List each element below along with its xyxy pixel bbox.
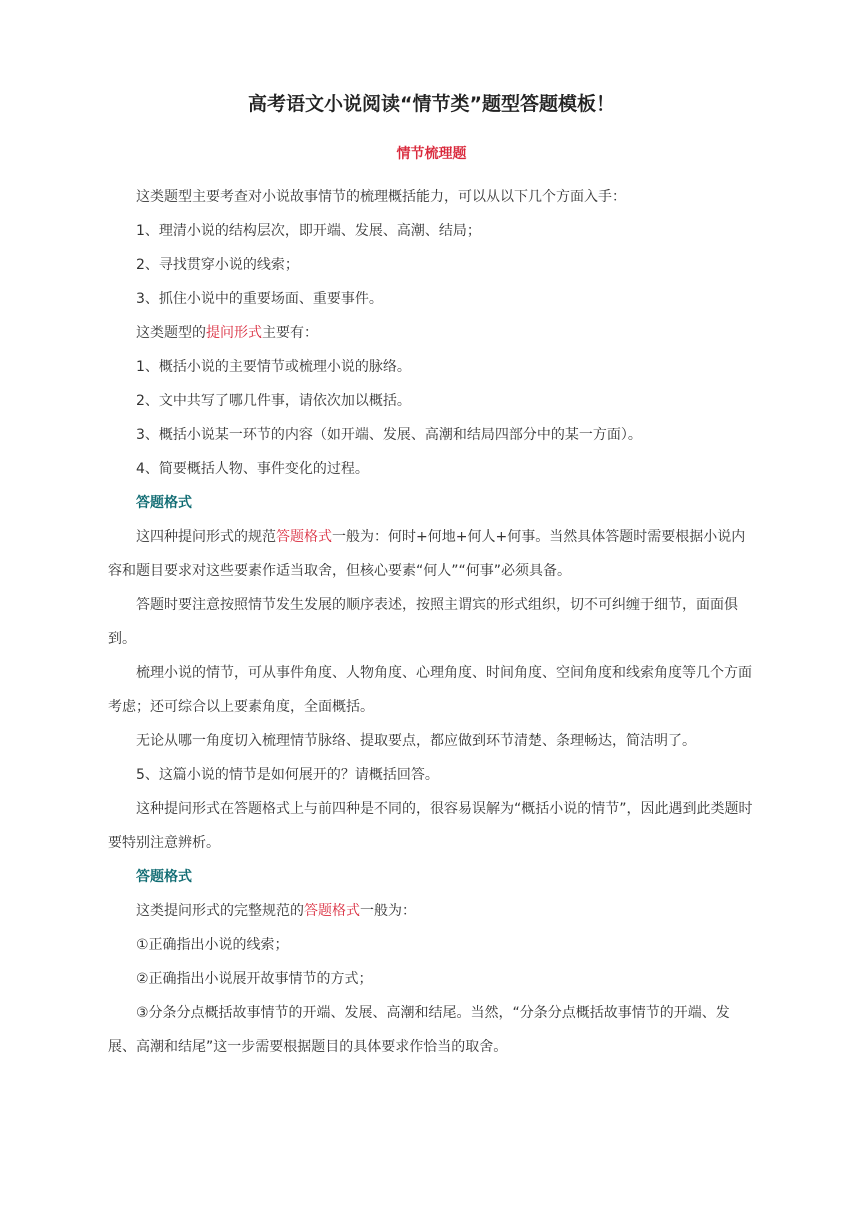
- answer1-pre: 这四种提问形式的规范: [136, 529, 276, 545]
- question-forms-highlight: 提问形式: [206, 325, 262, 341]
- answer-format-heading-1: 答题格式: [136, 495, 192, 511]
- aspect-item-1: 1、理清小说的结构层次，即开端、发展、高潮、结局；: [136, 223, 481, 239]
- answer2-item-1: ①正确指出小说的线索；: [136, 937, 289, 953]
- answer1-post: 一般为：何时+何地+何人+何事。当然具体答题时需要根据小说内容和题目要求对这些要素作适当取舍，但核心要素“何人”“何事”必须具备。: [108, 529, 746, 579]
- question-form-item-2: 2、文中共写了哪几件事，请依次加以概括。: [136, 393, 411, 409]
- section-title: 情节梳理题: [396, 146, 467, 162]
- answer2-item-3: ③分条分点概括故事情节的开端、发展、高潮和结尾。当然，“分条分点概括故事情节的开端、发展、高潮和结尾”这一步需要根据题目的具体要求作恰当的取舍。: [108, 1005, 730, 1055]
- answer-format-paragraph-1: [108, 520, 755, 588]
- answer2-item-2: ②正确指出小说展开故事情节的方式；: [136, 971, 373, 987]
- answer2-pre: 这类提问形式的完整规范的: [136, 903, 304, 919]
- question-form-item-3: 3、概括小说某一环节的内容（如开端、发展、高潮和结局四部分中的某一方面）。: [136, 427, 642, 443]
- answer-format-paragraph-5: [108, 894, 755, 928]
- answer2-post: 一般为：: [360, 903, 416, 919]
- document-title: 高考语文小说阅读“情节类”题型答题模板！: [248, 93, 615, 115]
- answer-format-paragraph-2: 答题时要注意按照情节发生发展的顺序表述，按照主谓宾的形式组织，切不可纠缠于细节，面面俱到。: [108, 597, 738, 647]
- intro-paragraph: 这类题型主要考查对小说故事情节的梳理概括能力，可以从以下几个方面入手：: [136, 189, 626, 205]
- question-forms-paragraph: [108, 316, 755, 350]
- answer-format-paragraph-4: 无论从哪一角度切入梳理情节脉络、提取要点，都应做到环节清楚、条理畅达，简洁明了。: [136, 733, 696, 749]
- answer-format-paragraph-3: 梳理小说的情节，可从事件角度、人物角度、心理角度、时间角度、空间角度和线索角度等几个方面考虑；还可综合以上要素角度，全面概括。: [108, 665, 752, 715]
- question-forms-post: 主要有：: [262, 325, 318, 341]
- aspect-item-2: 2、寻找贯穿小说的线索；: [136, 257, 299, 273]
- question-5: 5、这篇小说的情节是如何展开的？请概括回答。: [136, 767, 439, 783]
- question-5-note: 这种提问形式在答题格式上与前四种是不同的，很容易误解为“概括小说的情节”，因此遇到此类题时要特别注意辨析。: [108, 801, 753, 851]
- question-form-item-4: 4、简要概括人物、事件变化的过程。: [136, 461, 369, 477]
- answer1-highlight: 答题格式: [276, 529, 332, 545]
- answer2-highlight: 答题格式: [304, 903, 360, 919]
- aspect-item-3: 3、抓住小说中的重要场面、重要事件。: [136, 291, 383, 307]
- answer-format-heading-2: 答题格式: [136, 869, 192, 885]
- question-forms-pre: 这类题型的: [136, 325, 206, 341]
- document-body: [108, 180, 755, 1064]
- question-form-item-1: 1、概括小说的主要情节或梳理小说的脉络。: [136, 359, 411, 375]
